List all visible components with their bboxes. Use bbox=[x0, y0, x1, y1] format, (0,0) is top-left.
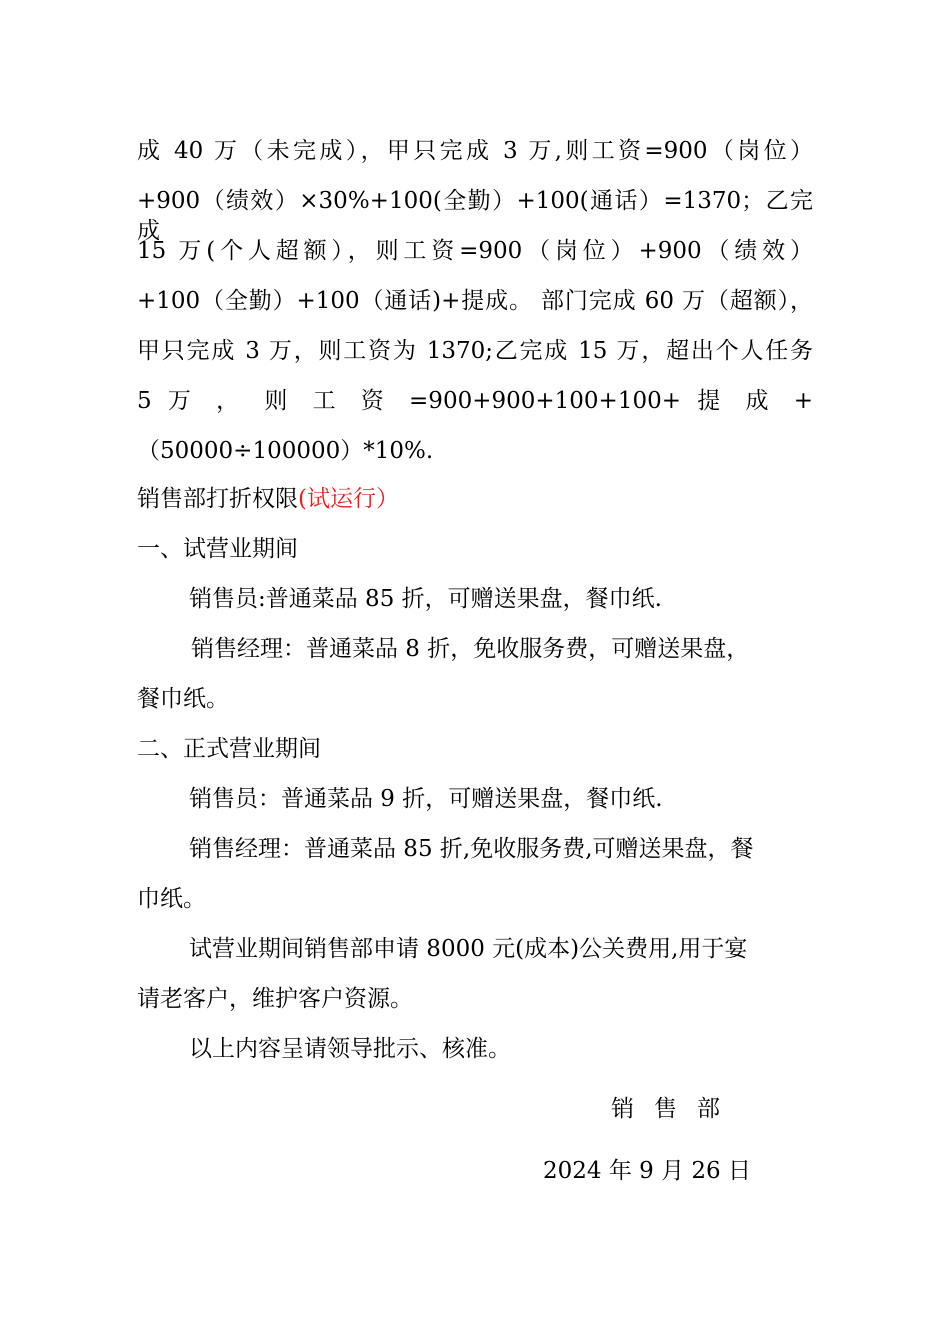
paragraph-line-5: 甲只完成 3 万，则工资为 1370;乙完成 15 万，超出个人任务 bbox=[137, 338, 813, 364]
discount-title-text: 销售部打折权限 bbox=[137, 486, 298, 512]
section1-manager-line2: 餐巾纸。 bbox=[137, 686, 229, 712]
paragraph-line-4: +100（全勤）+100（通话)+提成。 部门完成 60 万（超额）， bbox=[137, 288, 813, 314]
pr-expense-line1: 试营业期间销售部申请 8000 元(成本)公关费用,用于宴 bbox=[189, 936, 748, 962]
paragraph-line-3: 15 万(个人超额），则工资=900（岗位）+900（绩效） bbox=[137, 238, 813, 264]
section1-heading: 一、试营业期间 bbox=[137, 536, 298, 562]
paragraph-line-7: （50000÷100000）*10%. bbox=[137, 438, 434, 464]
discount-section-title bbox=[137, 484, 399, 514]
paragraph-line-2: +900（绩效）×30%+100(全勤）+100(通话）=1370；乙完成 bbox=[137, 188, 813, 244]
paragraph-line-6: 5 万 ， 则 工 资 =900+900+100+100+ 提 成 + bbox=[137, 388, 813, 414]
section2-manager-line2: 巾纸。 bbox=[137, 886, 206, 912]
signature-date: 2024 年 9 月 26 日 bbox=[543, 1158, 751, 1184]
section2-salesperson: 销售员：普通菜品 9 折，可赠送果盘，餐巾纸. bbox=[189, 786, 663, 812]
pr-expense-line2: 请老客户，维护客户资源。 bbox=[137, 986, 413, 1012]
section2-heading: 二、正式营业期间 bbox=[137, 736, 321, 762]
section1-salesperson: 销售员:普通菜品 85 折，可赠送果盘，餐巾纸. bbox=[189, 586, 662, 612]
paragraph-line-1: 成 40 万（未完成），甲只完成 3 万,则工资=900（岗位） bbox=[137, 138, 813, 164]
section2-manager-line1: 销售经理：普通菜品 85 折,免收服务费,可赠送果盘，餐 bbox=[189, 836, 754, 862]
signature-department: 销售部 bbox=[611, 1096, 740, 1122]
closing-request: 以上内容呈请领导批示、核准。 bbox=[189, 1036, 511, 1062]
section1-manager-line1: 销售经理：普通菜品 8 折，免收服务费，可赠送果盘， bbox=[191, 636, 750, 662]
discount-title-note: (试运行） bbox=[298, 486, 399, 512]
